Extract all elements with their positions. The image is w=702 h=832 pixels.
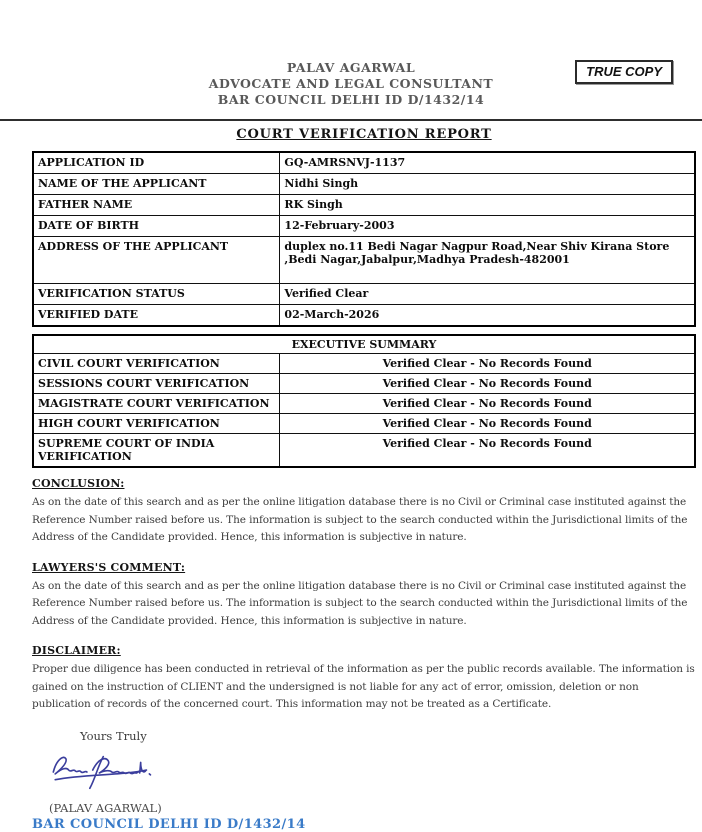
row-value: Verified Clear - No Records Found [280,374,695,394]
row-value: GQ-AMRSNVJ-1137 [280,152,695,174]
handwritten-signature-icon [46,748,172,796]
row-label: NAME OF THE APPLICANT [33,174,280,195]
summary-title: EXECUTIVE SUMMARY [33,335,695,354]
table-header-row [33,335,695,354]
row-label: FATHER NAME [33,195,280,216]
row-label: SUPREME COURT OF INDIA VERIFICATION [33,434,280,468]
disclaimer-heading: DISCLAIMER: [32,644,121,657]
row-label: CIVIL COURT VERIFICATION [33,354,280,374]
disclaimer-text: Proper due diligence has been conducted in retrieval of the information as per the public records available. The information is gained on the instruction of CLIENT and the undersigned is not liable for any act of error, omission, deletion or non publication of records of the concerned court. This information may not be treated as a Certificate. [32,663,695,710]
row-label: SESSIONS COURT VERIFICATION [33,374,280,394]
table-row [33,237,695,284]
table-row [33,305,695,327]
row-value: Verified Clear - No Records Found [280,414,695,434]
signatory-bar-id: BAR COUNCIL DELHI ID D/1432/14 [32,816,306,832]
lawyers-comment-text: As on the date of this search and as per the online litigation database there is no Civil or Criminal case instituted against the Reference Number raised before us. The information is subject to the search conducted within the Jurisdictional limits of the Address of the Candidate provided. Hence, this information is subjective in nature. [32,579,688,627]
row-value: duplex no.11 Bedi Nagar Nagpur Road,Near Shiv Kirana Store ,Bedi Nagar,Jabalpur,Madhya Pradesh-482001 [280,237,695,284]
row-value: Verified Clear - No Records Found [280,434,695,468]
table-row [33,284,695,305]
row-value: Verified Clear - No Records Found [280,394,695,414]
row-label: HIGH COURT VERIFICATION [33,414,280,434]
table-row [33,434,695,468]
conclusion-text: As on the date of this search and as per the online litigation database there is no Civil or Criminal case instituted against the Reference Number raised before us. The information is subject to the search conducted within the Jurisdictional limits of the Address of the Candidate provided. Hence, this information is subjective in nature. [32,496,688,543]
lawyers-comment-section [32,561,696,631]
row-value: Verified Clear [280,284,695,305]
table-row [33,174,695,195]
disclaimer-section [32,644,696,714]
signatory-name: (PALAV AGARWAL) [49,800,162,815]
row-value: Nidhi Singh [280,174,695,195]
table-row [33,152,695,174]
salutation: Yours Truly [80,728,147,743]
document-content [32,124,696,832]
row-value: 12-February-2003 [280,216,695,237]
applicant-details-table [32,151,696,327]
table-row [33,195,695,216]
row-label: MAGISTRATE COURT VERIFICATION [33,394,280,414]
row-label: APPLICATION ID [33,152,280,174]
advocate-bar-id: BAR COUNCIL DELHI ID D/1432/14 [217,92,485,107]
header-divider [0,119,702,121]
table-row [33,414,695,434]
advocate-name: PALAV AGARWAL [286,60,416,75]
table-row [33,216,695,237]
table-row [33,354,695,374]
lawyers-comment-heading: LAWYERS'S COMMENT: [32,560,186,574]
conclusion-section [32,477,696,547]
row-label: VERIFIED DATE [33,305,280,327]
table-row [33,374,695,394]
row-value: Verified Clear - No Records Found [280,354,695,374]
true-copy-stamp: TRUE COPY [575,60,673,84]
row-label: ADDRESS OF THE APPLICANT [33,237,280,284]
page-title: COURT VERIFICATION REPORT [236,127,492,142]
row-label: VERIFICATION STATUS [33,284,280,305]
conclusion-heading: CONCLUSION: [32,477,125,490]
row-label: DATE OF BIRTH [33,216,280,237]
table-row [33,394,695,414]
executive-summary-table [32,334,696,468]
advocate-profession: ADVOCATE AND LEGAL CONSULTANT [208,76,494,91]
row-value: 02-March-2026 [280,305,695,327]
row-value: RK Singh [280,195,695,216]
